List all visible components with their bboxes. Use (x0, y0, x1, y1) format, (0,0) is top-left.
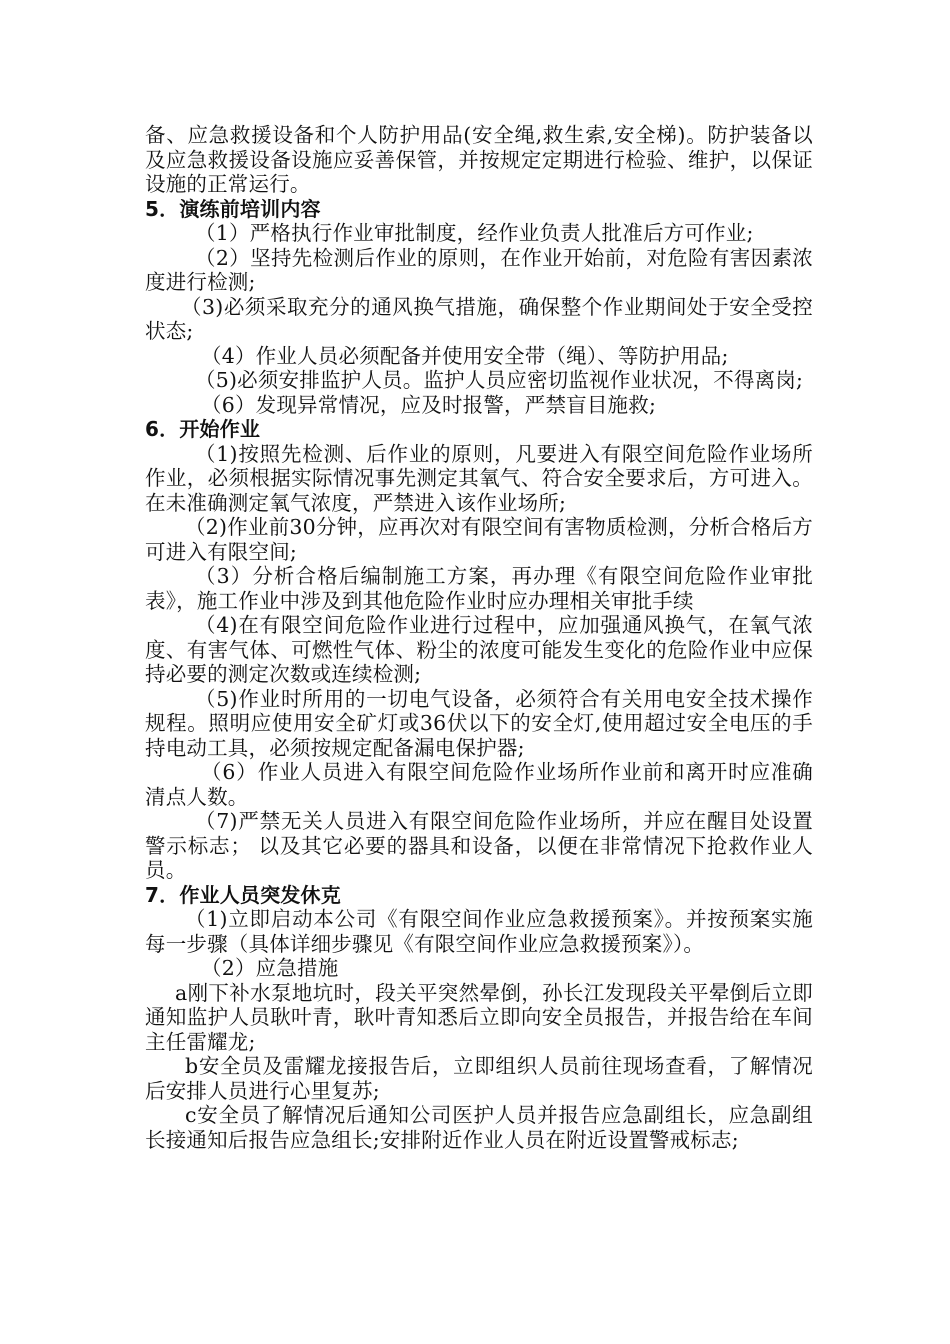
section-5-heading: 5．演练前培训内容 (145, 196, 321, 221)
section-6-item-4: （4)在有限空间危险作业进行过程中，应加强通风换气，在氧气浓度、有害气体、可燃性气体、粉尘的浓度可能发生变化的危险作业中应保持必要的测定次数或连续检测; (145, 613, 813, 686)
section-7-item-a: a刚下补水泵地坑时，段关平突然晕倒，孙长江发现段关平晕倒后立即通知监护人员耿叶青，耿叶青知悉后立即向安全员报告，并报告给在车间主任雷耀龙; (145, 980, 813, 1054)
section-6-heading: 6．开始作业 (145, 417, 261, 441)
section-6-item-6: （6）作业人员进入有限空间危险作业场所作业前和离开时应准确清点人数。 (145, 760, 813, 809)
section-5-item-3: （3)必须采取充分的通风换气措施，确保整个作业期间处于安全受控状态; (145, 294, 813, 343)
intro-paragraph: 备、应急救援设备和个人防护用品(安全绳,救生索,安全梯)。防护装备以及应急救援设备设施应妥善保管，并按规定定期进行检验、维护，以保证设施的正常运行。 (145, 123, 813, 196)
section-6-item-3: （3）分析合格后编制施工方案，再办理《有限空间危险作业审批表》，施工作业中涉及到其他危险作业时应办理相关审批手续 (145, 564, 813, 613)
section-5-item-2: （2）坚持先检测后作业的原则，在作业开始前，对危险有害因素浓度进行检测; (145, 245, 813, 294)
section-5-item-5: （5)必须安排监护人员。监护人员应密切监视作业状况，不得离岗; (195, 368, 804, 392)
section-7-item-c: c安全员了解情况后通知公司医护人员并报告应急副组长，应急副组长接通知后报告应急组长;安排附近作业人员在附近设置警戒标志; (145, 1103, 813, 1152)
section-6-item-7: （7)严禁无关人员进入有限空间危险作业场所，并应在醒目处设置警示标志； 以及其它必要的器具和设备，以便在非常情况下抢救作业人员。 (145, 809, 813, 882)
section-6-item-2: （2)作业前30分钟，应再次对有限空间有害物质检测，分析合格后方可进入有限空间; (145, 515, 813, 564)
section-5-item-6: （6）发现异常情况，应及时报警，严禁盲目施救; (201, 392, 657, 417)
section-7-item-2: （2）应急措施 (201, 956, 339, 980)
section-5-item-1: （1）严格执行作业审批制度，经作业负责人批准后方可作业; (195, 221, 754, 245)
section-6-item-1: （1)按照先检测、后作业的原则，凡要进入有限空间危险作业场所作业，必须根据实际情况事先测定其氧气、符合安全要求后，方可进入。在未准确测定氧气浓度，严禁进入该作业场所; (145, 441, 813, 515)
section-7-heading: 7．作业人员突发休克 (145, 882, 341, 907)
section-5-item-4: （4）作业人员必须配备并使用安全带（绳）、等防护用品; (201, 343, 729, 368)
section-6-item-5: （5)作业时所用的一切电气设备，必须符合有关用电安全技术操作规程。照明应使用安全矿灯或36伏以下的安全灯,使用超过安全电压的手持电动工具，必须按规定配备漏电保护器; (145, 686, 813, 760)
section-7-item-1: （1)立即启动本公司《有限空间作业应急救援预案》。并按预案实施每一步骤（具体详细步骤见《有限空间作业应急救援预案》）。 (145, 907, 813, 956)
section-7-item-b: b安全员及雷耀龙接报告后，立即组织人员前往现场查看，了解情况后安排人员进行心里复苏; (145, 1054, 813, 1103)
document-page (145, 123, 813, 1152)
